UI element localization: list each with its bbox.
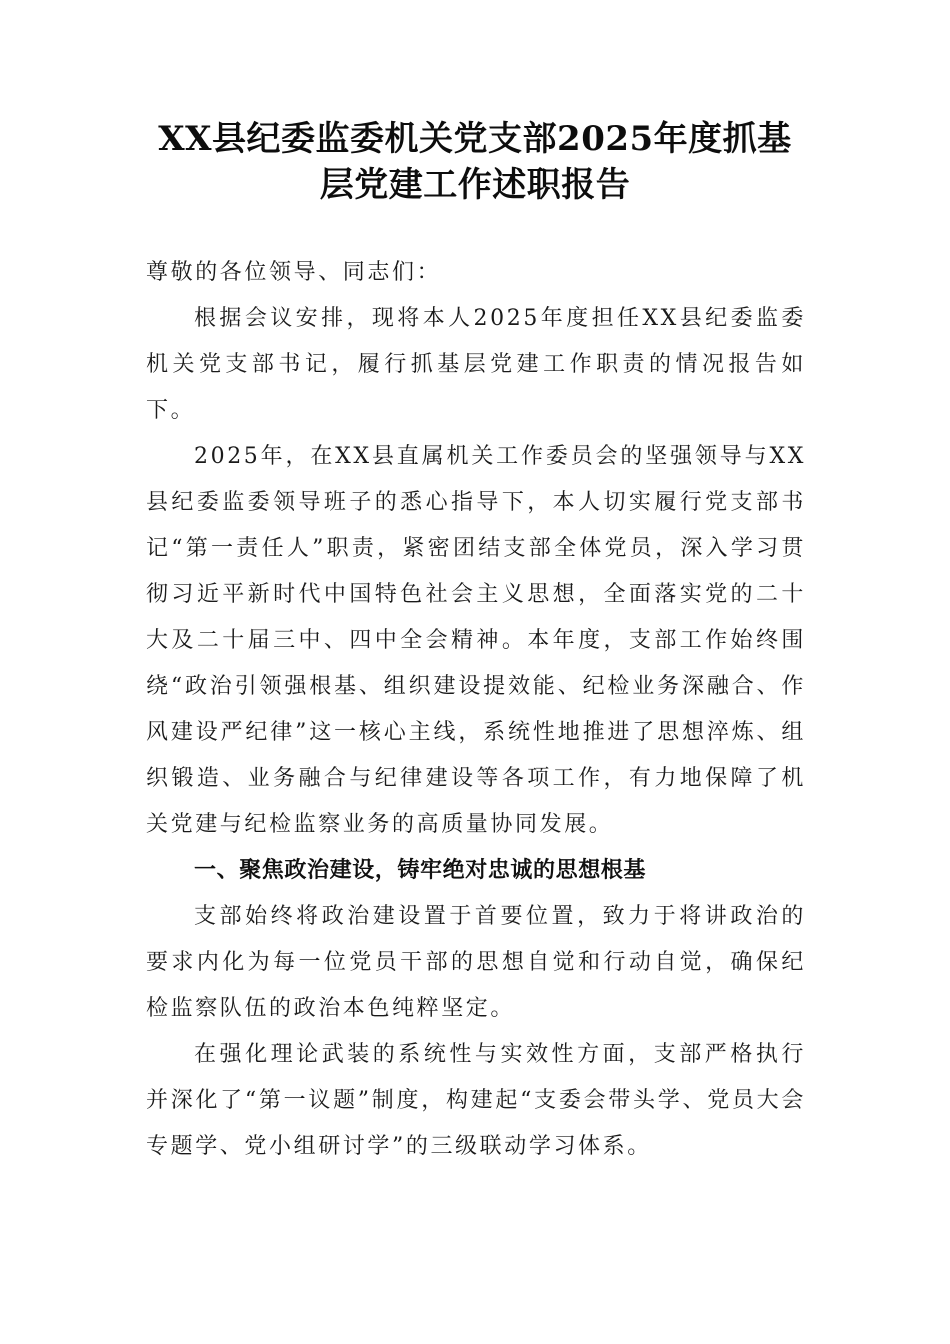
salutation: 尊敬的各位领导、同志们： (146, 260, 442, 285)
title-line-1: XX县纪委监委机关党支部2025年度抓基 (158, 119, 792, 159)
intro-paragraph: 根据会议安排，现将本人2025年度担任XX县纪委监委机关党支部书记，履行抓基层党建工作职责的情况报告如下。 (146, 306, 806, 423)
document-title (100, 116, 850, 208)
section-1-paragraph-1: 支部始终将政治建设置于首要位置，致力于将讲政治的要求内化为每一位党员干部的思想自觉和行动自觉，确保纪检监察队伍的政治本色纯粹坚定。 (146, 904, 806, 1021)
title-line-2: 层党建工作述职报告 (319, 165, 631, 205)
section-heading-1: 一、聚焦政治建设，铸牢绝对忠诚的思想根基 (194, 858, 647, 883)
document-body (146, 250, 806, 1170)
section-1-paragraph-2: 在强化理论武装的系统性与实效性方面，支部严格执行并深化了“第一议题”制度，构建起“支委会带头学、党员大会专题学、党小组研讨学”的三级联动学习体系。 (146, 1042, 806, 1159)
summary-paragraph: 2025年，在XX县直属机关工作委员会的坚强领导与XX县纪委监委领导班子的悉心指导下，本人切实履行党支部书记“第一责任人”职责，紧密团结支部全体党员，深入学习贯彻习近平新时代中国特色社会主义思想，全面落实党的二十大及二十届三中、四中全会精神。本年度，支部工作始终围绕“政治引领强根基、组织建设提效能、纪检业务深融合、作风建设严纪律”这一核心主线，系统性地推进了思想淬炼、组织锻造、业务融合与纪律建设等各项工作，有力地保障了机关党建与纪检监察业务的高质量协同发展。 (146, 444, 806, 837)
